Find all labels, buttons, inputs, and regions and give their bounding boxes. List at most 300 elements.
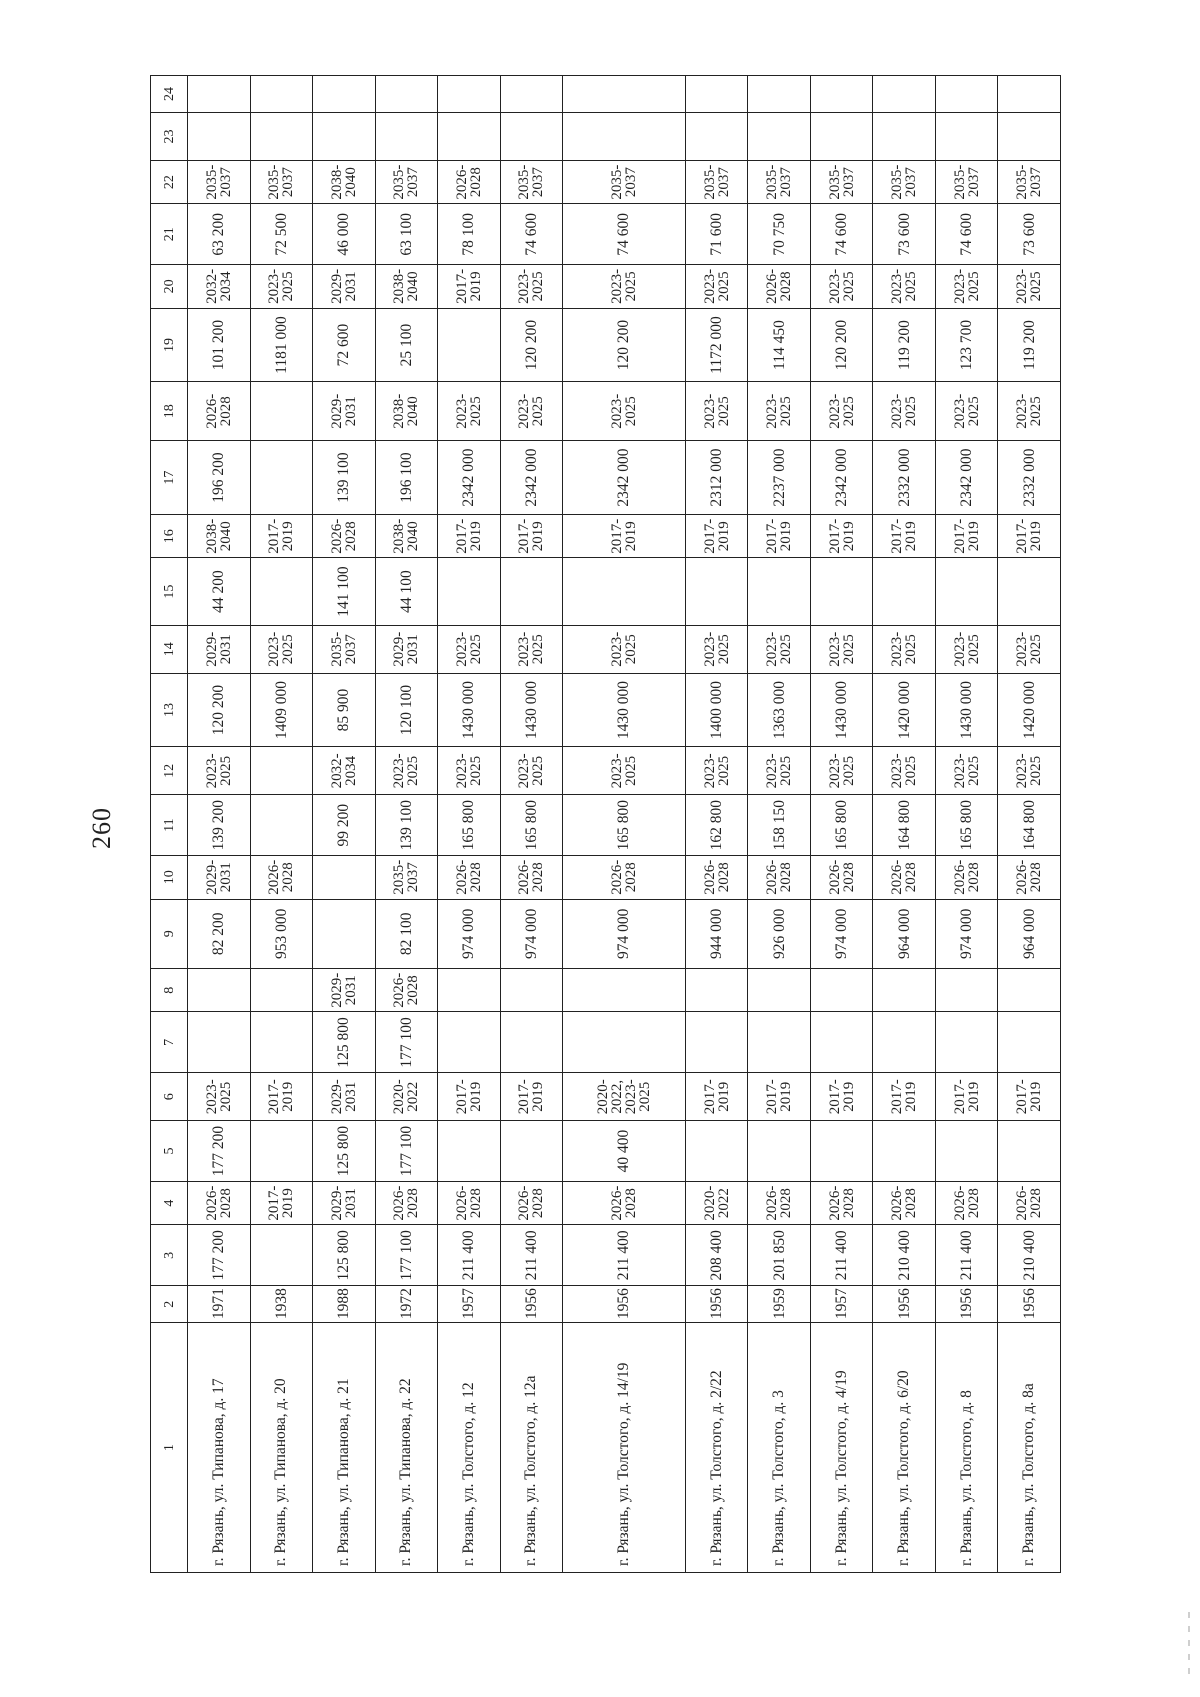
year-built-cell: 1971 — [188, 1286, 251, 1323]
table-row — [685, 76, 748, 1573]
table-cell: 926 000 — [748, 899, 811, 969]
table-cell — [935, 1121, 998, 1182]
table-cell — [935, 76, 998, 113]
scan-mark — [1188, 1612, 1190, 1618]
table-row — [313, 76, 376, 1573]
table-cell: 2035-2037 — [873, 160, 936, 203]
table-cell: 2023-2025 — [935, 747, 998, 795]
table-cell: 211 400 — [563, 1225, 686, 1286]
column-header: 10 — [151, 856, 188, 899]
scan-mark — [1188, 1668, 1190, 1674]
table-cell — [563, 558, 686, 625]
table-cell: 72 500 — [250, 204, 313, 265]
table-cell: 211 400 — [935, 1225, 998, 1286]
table-cell: 1181 000 — [250, 308, 313, 382]
table-cell: 158 150 — [748, 795, 811, 856]
table-cell — [810, 558, 873, 625]
table-cell — [935, 969, 998, 1012]
table-cell: 2017-2019 — [810, 514, 873, 557]
table-cell: 74 600 — [500, 204, 563, 265]
table-cell — [188, 113, 251, 161]
column-header: 24 — [151, 76, 188, 113]
year-built-cell: 1956 — [998, 1286, 1061, 1323]
table-cell: 2026-2028 — [563, 856, 686, 899]
page-number: 260 — [87, 807, 116, 849]
column-header: 8 — [151, 969, 188, 1012]
table-cell: 2023-2025 — [873, 265, 936, 308]
table-cell: 2342 000 — [810, 441, 873, 515]
table-cell: 2237 000 — [748, 441, 811, 515]
table-cell: 2023-2025 — [998, 265, 1061, 308]
table-cell — [438, 308, 501, 382]
table-cell — [873, 113, 936, 161]
table-row — [810, 76, 873, 1573]
address-cell: г. Рязань, ул. Толстого, д. 3 — [748, 1323, 811, 1573]
table-cell: 40 400 — [563, 1121, 686, 1182]
table-cell: 2017-2019 — [935, 514, 998, 557]
address-cell: г. Рязань, ул. Типанова, д. 21 — [313, 1323, 376, 1573]
column-header: 23 — [151, 113, 188, 161]
table-cell — [313, 856, 376, 899]
table-cell: 201 850 — [748, 1225, 811, 1286]
table-cell — [500, 969, 563, 1012]
table-cell: 125 800 — [313, 1121, 376, 1182]
table-cell — [748, 1121, 811, 1182]
table-cell: 974 000 — [935, 899, 998, 969]
table-cell: 123 700 — [935, 308, 998, 382]
table-cell: 71 600 — [685, 204, 748, 265]
address-cell: г. Рязань, ул. Толстого, д. 8а — [998, 1323, 1061, 1573]
table-cell: 73 600 — [873, 204, 936, 265]
table-cell — [810, 113, 873, 161]
table-cell: 974 000 — [563, 899, 686, 969]
table-cell: 2023-2025 — [375, 747, 438, 795]
table-cell — [188, 76, 251, 113]
table-cell: 2023-2025 — [998, 625, 1061, 673]
table-cell: 2035-2037 — [563, 160, 686, 203]
table-cell: 177 200 — [188, 1121, 251, 1182]
table-cell: 2017-2019 — [748, 514, 811, 557]
address-cell: г. Рязань, ул. Толстого, д. 12а — [500, 1323, 563, 1573]
table-cell: 139 200 — [188, 795, 251, 856]
table-cell — [685, 1012, 748, 1073]
table-cell — [563, 969, 686, 1012]
table-cell: 953 000 — [250, 899, 313, 969]
table-cell: 2026-2028 — [748, 265, 811, 308]
table-cell — [375, 113, 438, 161]
table-cell: 73 600 — [998, 204, 1061, 265]
table-cell — [748, 113, 811, 161]
table-cell: 2017-2019 — [998, 1073, 1061, 1121]
table-cell: 2032-2034 — [188, 265, 251, 308]
table-cell: 2038-2040 — [188, 514, 251, 557]
table-cell: 2342 000 — [438, 441, 501, 515]
table-cell — [438, 1012, 501, 1073]
table-cell: 2029-2031 — [313, 969, 376, 1012]
table-cell: 44 200 — [188, 558, 251, 625]
table-cell — [438, 558, 501, 625]
column-header: 2 — [151, 1286, 188, 1323]
table-cell: 1363 000 — [748, 673, 811, 747]
table-cell: 139 100 — [313, 441, 376, 515]
table-cell: 119 200 — [998, 308, 1061, 382]
table-cell: 2342 000 — [500, 441, 563, 515]
address-cell: г. Рязань, ул. Типанова, д. 20 — [250, 1323, 313, 1573]
table-cell: 2035-2037 — [685, 160, 748, 203]
table-cell — [563, 1012, 686, 1073]
table-cell: 46 000 — [313, 204, 376, 265]
table-cell: 1409 000 — [250, 673, 313, 747]
table-cell: 44 100 — [375, 558, 438, 625]
table-cell: 2035-2037 — [250, 160, 313, 203]
table-cell: 165 800 — [935, 795, 998, 856]
table-cell: 2023-2025 — [188, 1073, 251, 1121]
table-cell: 120 200 — [500, 308, 563, 382]
column-header: 16 — [151, 514, 188, 557]
table-cell — [500, 1012, 563, 1073]
table-cell: 2026-2028 — [873, 856, 936, 899]
column-header: 15 — [151, 558, 188, 625]
address-cell: г. Рязань, ул. Толстого, д. 4/19 — [810, 1323, 873, 1573]
table-cell: 177 100 — [375, 1225, 438, 1286]
table-cell: 2038-2040 — [375, 265, 438, 308]
table-cell: 2026-2028 — [810, 856, 873, 899]
table-cell — [873, 558, 936, 625]
table-cell: 2026-2028 — [438, 160, 501, 203]
table-cell: 2017-2019 — [873, 514, 936, 557]
table-cell — [998, 969, 1061, 1012]
table-cell: 165 800 — [810, 795, 873, 856]
table-cell: 2023-2025 — [563, 747, 686, 795]
table-row — [748, 76, 811, 1573]
table-cell: 177 200 — [188, 1225, 251, 1286]
column-header: 4 — [151, 1181, 188, 1224]
table-cell: 2035-2037 — [810, 160, 873, 203]
table-cell: 162 800 — [685, 795, 748, 856]
table-cell: 2023-2025 — [685, 265, 748, 308]
table-cell: 2017-2019 — [438, 1073, 501, 1121]
table-cell: 2023-2025 — [873, 747, 936, 795]
table-cell: 2023-2025 — [810, 265, 873, 308]
table-cell — [250, 558, 313, 625]
table-cell: 2029-2031 — [313, 265, 376, 308]
year-built-cell: 1956 — [563, 1286, 686, 1323]
table-cell: 1430 000 — [438, 673, 501, 747]
table-cell: 211 400 — [500, 1225, 563, 1286]
address-cell: г. Рязань, ул. Толстого, д. 6/20 — [873, 1323, 936, 1573]
table-cell: 2023-2025 — [438, 747, 501, 795]
scan-mark — [1188, 1640, 1190, 1646]
year-built-cell: 1956 — [685, 1286, 748, 1323]
table-cell — [748, 1012, 811, 1073]
scan-mark — [1188, 1654, 1190, 1660]
table-cell — [935, 1012, 998, 1073]
table-cell: 2035-2037 — [500, 160, 563, 203]
year-built-cell: 1972 — [375, 1286, 438, 1323]
table-cell: 2020-2022, 2023-2025 — [563, 1073, 686, 1121]
table-cell: 70 750 — [748, 204, 811, 265]
table-cell — [748, 76, 811, 113]
table-cell: 164 800 — [873, 795, 936, 856]
table-cell — [873, 1121, 936, 1182]
table-cell: 2023-2025 — [438, 382, 501, 441]
table-cell: 2035-2037 — [375, 160, 438, 203]
table-cell — [563, 113, 686, 161]
table-cell: 139 100 — [375, 795, 438, 856]
column-header: 7 — [151, 1012, 188, 1073]
table-cell: 2026-2028 — [188, 1181, 251, 1224]
table-cell: 2017-2019 — [250, 514, 313, 557]
table-cell: 196 100 — [375, 441, 438, 515]
table-cell: 63 200 — [188, 204, 251, 265]
table-cell: 2038-2040 — [375, 382, 438, 441]
table-cell: 165 800 — [563, 795, 686, 856]
table-cell: 25 100 — [375, 308, 438, 382]
column-header: 3 — [151, 1225, 188, 1286]
table-cell: 2023-2025 — [250, 265, 313, 308]
year-built-cell: 1956 — [935, 1286, 998, 1323]
table-cell: 2029-2031 — [313, 382, 376, 441]
table-cell — [935, 113, 998, 161]
table-cell: 2023-2025 — [685, 382, 748, 441]
table-cell: 1420 000 — [998, 673, 1061, 747]
table-cell: 85 900 — [313, 673, 376, 747]
table-cell: 2023-2025 — [935, 265, 998, 308]
header-row — [151, 76, 188, 1573]
address-cell: г. Рязань, ул. Толстого, д. 14/19 — [563, 1323, 686, 1573]
rotated-table-container — [150, 75, 1061, 1573]
table-cell: 1172 000 — [685, 308, 748, 382]
table-cell — [313, 899, 376, 969]
table-cell: 2026-2028 — [748, 1181, 811, 1224]
data-table — [150, 75, 1061, 1573]
table-cell: 2035-2037 — [998, 160, 1061, 203]
address-cell: г. Рязань, ул. Типанова, д. 22 — [375, 1323, 438, 1573]
table-cell: 2023-2025 — [563, 625, 686, 673]
table-cell: 2023-2025 — [998, 382, 1061, 441]
table-cell: 2026-2028 — [748, 856, 811, 899]
column-header: 5 — [151, 1121, 188, 1182]
table-cell: 2017-2019 — [873, 1073, 936, 1121]
table-cell — [250, 382, 313, 441]
year-built-cell: 1938 — [250, 1286, 313, 1323]
table-cell: 2017-2019 — [685, 1073, 748, 1121]
column-header: 14 — [151, 625, 188, 673]
table-cell — [313, 113, 376, 161]
table-cell — [438, 76, 501, 113]
table-cell — [748, 969, 811, 1012]
table-cell: 165 800 — [438, 795, 501, 856]
table-cell — [810, 1012, 873, 1073]
table-cell: 211 400 — [810, 1225, 873, 1286]
table-cell: 2017-2019 — [500, 514, 563, 557]
table-cell: 2017-2019 — [438, 514, 501, 557]
table-cell: 2038-2040 — [313, 160, 376, 203]
table-cell: 2023-2025 — [500, 625, 563, 673]
table-row — [188, 76, 251, 1573]
table-cell: 1430 000 — [810, 673, 873, 747]
address-cell: г. Рязань, ул. Типанова, д. 17 — [188, 1323, 251, 1573]
table-cell: 944 000 — [685, 899, 748, 969]
address-cell: г. Рязань, ул. Толстого, д. 12 — [438, 1323, 501, 1573]
table-cell: 964 000 — [873, 899, 936, 969]
table-cell: 208 400 — [685, 1225, 748, 1286]
table-cell — [250, 441, 313, 515]
table-cell: 2342 000 — [935, 441, 998, 515]
table-cell: 2035-2037 — [188, 160, 251, 203]
table-cell: 2038-2040 — [375, 514, 438, 557]
table-cell: 72 600 — [313, 308, 376, 382]
scan-mark — [1188, 1626, 1190, 1632]
table-cell — [873, 969, 936, 1012]
year-built-cell: 1957 — [810, 1286, 873, 1323]
table-cell: 101 200 — [188, 308, 251, 382]
column-header: 6 — [151, 1073, 188, 1121]
table-cell: 2017-2019 — [685, 514, 748, 557]
table-cell: 2023-2025 — [188, 747, 251, 795]
table-cell: 2023-2025 — [935, 625, 998, 673]
table-cell: 99 200 — [313, 795, 376, 856]
table-row — [500, 76, 563, 1573]
table-cell: 2023-2025 — [810, 382, 873, 441]
table-cell — [188, 1012, 251, 1073]
table-cell: 120 200 — [810, 308, 873, 382]
table-cell — [998, 113, 1061, 161]
year-built-cell: 1956 — [873, 1286, 936, 1323]
table-cell: 2026-2028 — [438, 1181, 501, 1224]
table-cell: 1400 000 — [685, 673, 748, 747]
table-cell: 177 100 — [375, 1121, 438, 1182]
table-cell: 114 450 — [748, 308, 811, 382]
table-cell: 2017-2019 — [935, 1073, 998, 1121]
table-cell: 2332 000 — [873, 441, 936, 515]
table-cell — [250, 1121, 313, 1182]
table-cell — [250, 747, 313, 795]
table-cell: 2017-2019 — [998, 514, 1061, 557]
table-cell — [500, 113, 563, 161]
table-cell — [810, 1121, 873, 1182]
table-cell: 2342 000 — [563, 441, 686, 515]
table-cell: 2026-2028 — [935, 1181, 998, 1224]
table-cell — [250, 795, 313, 856]
table-cell: 120 200 — [188, 673, 251, 747]
table-cell: 2023-2025 — [685, 747, 748, 795]
table-cell: 120 200 — [563, 308, 686, 382]
table-cell: 164 800 — [998, 795, 1061, 856]
table-cell: 2026-2028 — [250, 856, 313, 899]
table-cell — [748, 558, 811, 625]
table-cell — [438, 113, 501, 161]
table-row — [250, 76, 313, 1573]
table-cell: 2023-2025 — [873, 625, 936, 673]
table-row — [563, 76, 686, 1573]
table-cell: 2026-2028 — [563, 1181, 686, 1224]
table-cell: 2017-2019 — [748, 1073, 811, 1121]
table-cell: 82 200 — [188, 899, 251, 969]
table-cell: 2026-2028 — [375, 969, 438, 1012]
table-cell — [313, 76, 376, 113]
table-cell — [250, 76, 313, 113]
table-cell: 2026-2028 — [438, 856, 501, 899]
table-cell: 2023-2025 — [873, 382, 936, 441]
table-cell — [685, 76, 748, 113]
table-cell — [810, 76, 873, 113]
table-cell: 2029-2031 — [188, 856, 251, 899]
table-cell: 2017-2019 — [438, 265, 501, 308]
table-cell: 2035-2037 — [375, 856, 438, 899]
table-cell: 2026-2028 — [313, 514, 376, 557]
table-cell: 210 400 — [998, 1225, 1061, 1286]
table-cell — [500, 76, 563, 113]
table-cell: 2023-2025 — [563, 265, 686, 308]
table-cell — [563, 76, 686, 113]
address-cell: г. Рязань, ул. Толстого, д. 8 — [935, 1323, 998, 1573]
table-cell: 2017-2019 — [500, 1073, 563, 1121]
table-cell: 2023-2025 — [438, 625, 501, 673]
table-cell: 974 000 — [500, 899, 563, 969]
table-cell: 2029-2031 — [375, 625, 438, 673]
table-cell: 2026-2028 — [500, 1181, 563, 1224]
table-cell: 2035-2037 — [748, 160, 811, 203]
column-header: 11 — [151, 795, 188, 856]
table-cell: 2023-2025 — [500, 382, 563, 441]
column-header: 21 — [151, 204, 188, 265]
table-cell — [873, 1012, 936, 1073]
table-cell — [998, 558, 1061, 625]
table-cell: 74 600 — [935, 204, 998, 265]
table-cell: 2023-2025 — [250, 625, 313, 673]
table-cell: 78 100 — [438, 204, 501, 265]
data-table-frame — [150, 75, 1061, 1573]
table-cell: 2026-2028 — [500, 856, 563, 899]
table-cell — [250, 1225, 313, 1286]
table-cell: 74 600 — [563, 204, 686, 265]
table-cell: 63 100 — [375, 204, 438, 265]
table-cell: 2312 000 — [685, 441, 748, 515]
table-cell: 2023-2025 — [748, 747, 811, 795]
table-cell: 141 100 — [313, 558, 376, 625]
table-cell: 2023-2025 — [563, 382, 686, 441]
table-cell: 2020-2022 — [375, 1073, 438, 1121]
column-header: 13 — [151, 673, 188, 747]
table-cell: 177 100 — [375, 1012, 438, 1073]
table-cell: 2026-2028 — [685, 856, 748, 899]
year-built-cell: 1957 — [438, 1286, 501, 1323]
table-cell — [250, 113, 313, 161]
table-cell: 2023-2025 — [810, 747, 873, 795]
table-cell: 2023-2025 — [748, 382, 811, 441]
table-cell — [873, 76, 936, 113]
table-cell: 210 400 — [873, 1225, 936, 1286]
table-cell: 974 000 — [810, 899, 873, 969]
table-cell: 1430 000 — [500, 673, 563, 747]
table-cell: 2023-2025 — [685, 625, 748, 673]
table-cell: 2023-2025 — [748, 625, 811, 673]
column-header: 17 — [151, 441, 188, 515]
table-cell: 125 800 — [313, 1225, 376, 1286]
table-cell: 2023-2025 — [935, 382, 998, 441]
table-cell: 2023-2025 — [810, 625, 873, 673]
table-cell: 2026-2028 — [998, 1181, 1061, 1224]
table-row — [375, 76, 438, 1573]
table-cell: 974 000 — [438, 899, 501, 969]
table-cell — [250, 1012, 313, 1073]
table-cell — [935, 558, 998, 625]
table-cell — [685, 1121, 748, 1182]
table-cell — [500, 1121, 563, 1182]
table-cell: 2035-2037 — [935, 160, 998, 203]
year-built-cell: 1956 — [500, 1286, 563, 1323]
